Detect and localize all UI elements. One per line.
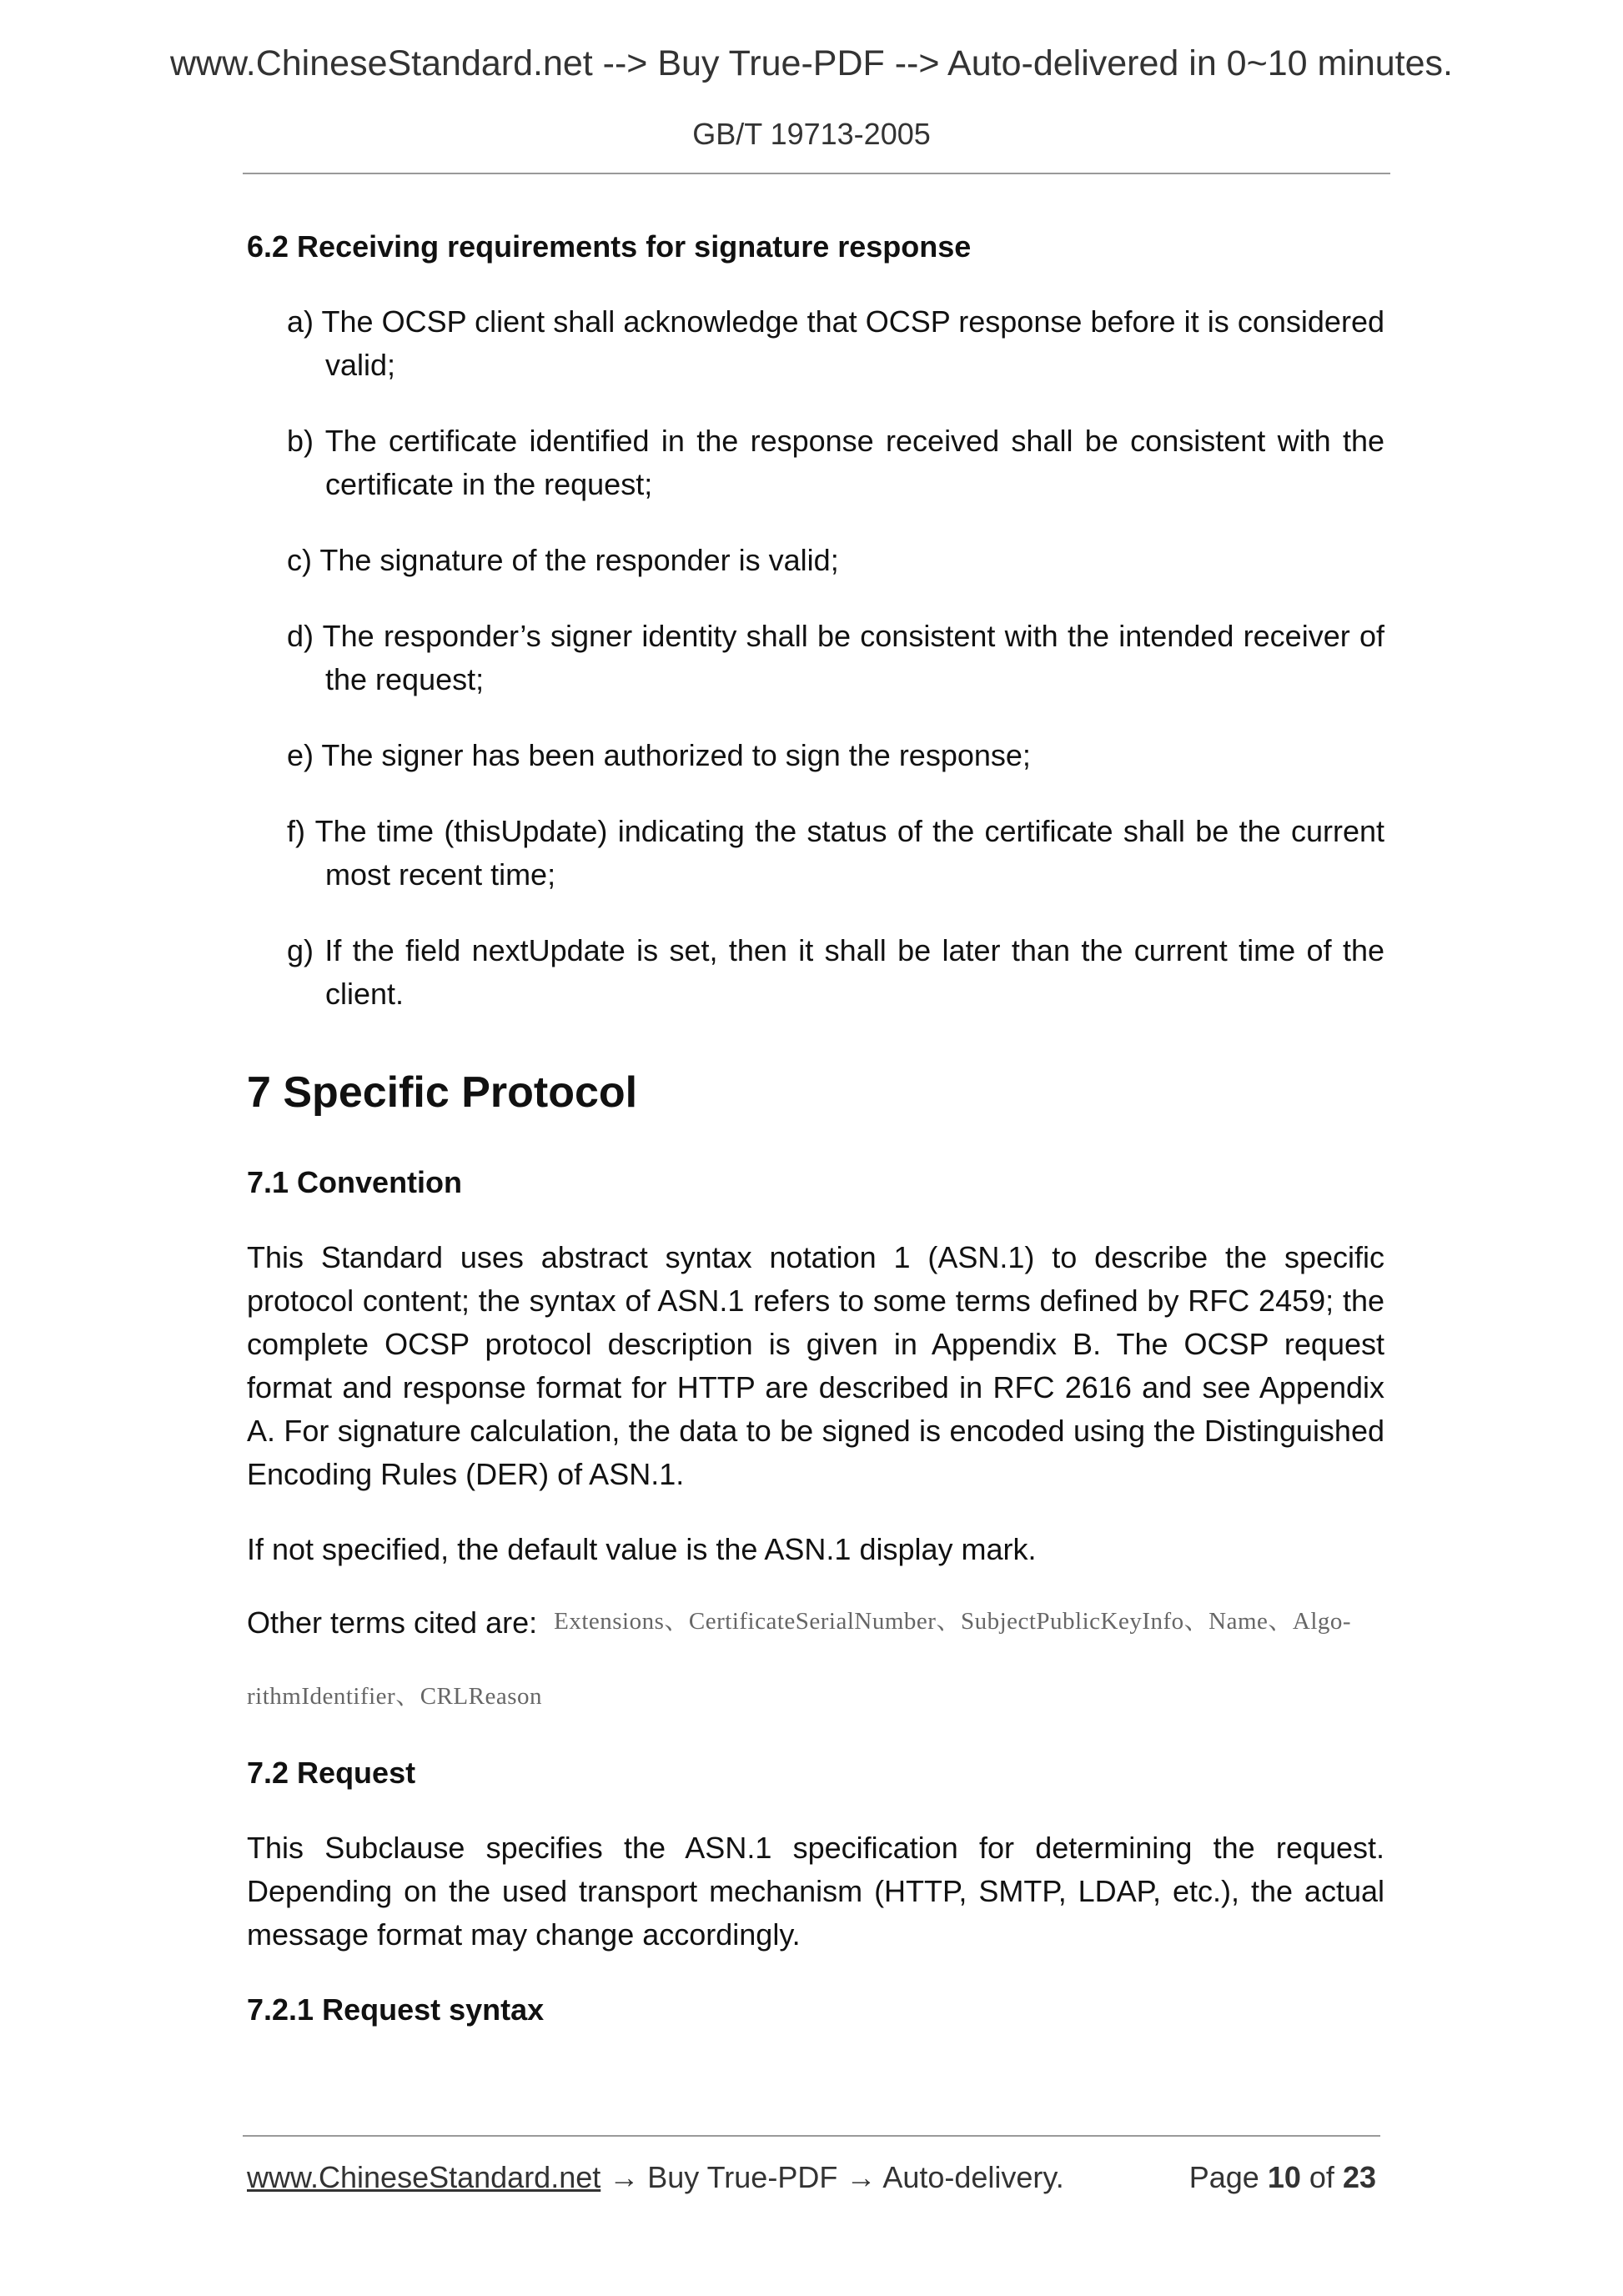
section-7-heading: 7 Specific Protocol bbox=[247, 1068, 638, 1117]
request-paragraph: This Subclause specifies the ASN.1 specification for determining the request. Depending on the used transport mechanism (HTTP, SMTP, LDAP, etc.), the actual message format may change accordingly. bbox=[247, 1831, 1384, 1952]
cited-terms-row bbox=[247, 1600, 1384, 1645]
list-item-f: f) The time (thisUpdate) indicating the status of the certificate shall be the current most recent time; bbox=[287, 814, 1384, 892]
section-6-2-heading: 6.2 Receiving requirements for signature response bbox=[247, 229, 972, 264]
list-item-b: b) The certificate identified in the response received shall be consistent with the certificate in the request; bbox=[287, 424, 1384, 501]
page-total: 23 bbox=[1342, 2160, 1376, 2194]
page-number bbox=[1189, 2160, 1376, 2195]
cited-terms-line-2: rithmIdentifier、CRLReason bbox=[247, 1683, 542, 1710]
header-divider bbox=[243, 173, 1390, 174]
page-current: 10 bbox=[1267, 2160, 1301, 2194]
list-item-a: a) The OCSP client shall acknowledge that OCSP response before it is considered valid; bbox=[287, 304, 1384, 382]
section-7-1-heading: 7.1 Convention bbox=[247, 1165, 463, 1199]
list-item-g: g) If the field nextUpdate is set, then it shall be later than the current time of the client. bbox=[287, 933, 1384, 1011]
list-item-d: d) The responder’s signer identity shall be consistent with the intended receiver of the request; bbox=[287, 619, 1384, 696]
section-7-2-heading: 7.2 Request bbox=[247, 1756, 416, 1790]
page-content bbox=[247, 225, 1384, 2032]
page-of-label: of bbox=[1309, 2160, 1334, 2194]
section-7-2-1-heading: 7.2.1 Request syntax bbox=[247, 1992, 545, 2027]
list-item-e: e) The signer has been authorized to sign the response; bbox=[287, 738, 1031, 772]
header-banner: www.ChineseStandard.net --> Buy True-PDF --> Auto-delivered in 0~10 minutes. bbox=[169, 43, 1453, 83]
footer-site-link[interactable]: www.ChineseStandard.net bbox=[247, 2160, 601, 2194]
convention-paragraph: This Standard uses abstract syntax notation 1 (ASN.1) to describe the specific protocol content; the syntax of ASN.1 refers to some terms defined by RFC 2459; the complete OCSP protocol description is given in Appendix B. The OCSP request format and response format for HTTP are described in RFC 2616 and see Appendix A. For signature calculation, the data to be signed is encoded using the Distinguished Encoding Rules (DER) of ASN.1. bbox=[247, 1240, 1384, 1491]
cited-terms-label: Other terms cited are: bbox=[247, 1605, 538, 1640]
standard-code: GB/T 19713-2005 bbox=[692, 117, 931, 151]
footer-divider bbox=[243, 2135, 1380, 2137]
page-label: Page bbox=[1188, 2160, 1259, 2194]
default-value-paragraph: If not specified, the default value is the ASN.1 display mark. bbox=[247, 1532, 1037, 1566]
list-item-c: c) The signature of the responder is valid; bbox=[287, 543, 839, 577]
footer-tagline: → Buy True-PDF → Auto-delivery. bbox=[600, 2160, 1064, 2194]
cited-terms-line-1: Extensions、CertificateSerialNumber、SubjectPublicKeyInfo、Name、Algo- bbox=[554, 1608, 1352, 1635]
